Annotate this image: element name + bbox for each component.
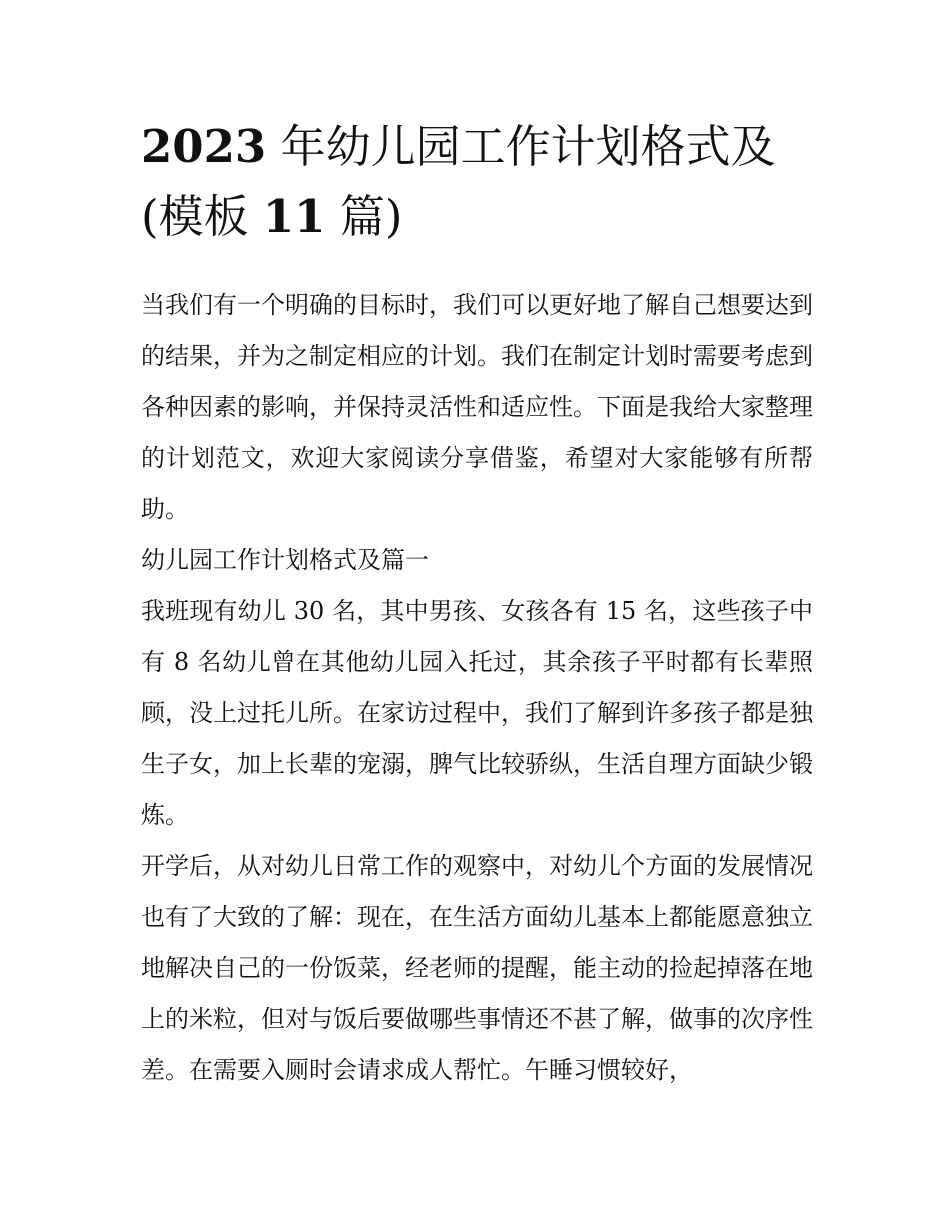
intro-paragraph: 当我们有一个明确的目标时，我们可以更好地了解自己想要达到的结果，并为之制定相应的计划。我们在制定计划时需要考虑到各种因素的影响，并保持灵活性和适应性。下面是我给大家整理的计划范文，欢迎大家阅读分享借鉴，希望对大家能够有所帮助。 <box>141 291 813 523</box>
body-paragraph-2: 开学后，从对幼儿日常工作的观察中，对幼儿个方面的发展情况也有了大致的了解：现在，在生活方面幼儿基本上都能愿意独立地解决自己的一份饭菜，经老师的提醒，能主动的捡起掉落在地上的米粒，但对与饭后要做哪些事情还不甚了解，做事的次序性差。在需要入厕时会请求成人帮忙。午睡习惯较好， <box>141 852 813 1084</box>
section-heading: 幼儿园工作计划格式及篇一 <box>141 546 429 574</box>
title-paren-open: (模板 <box>141 190 249 243</box>
title-count: 11 <box>262 190 326 243</box>
title-year: 2023 <box>141 120 267 173</box>
document-title <box>141 112 813 252</box>
document-content <box>141 112 813 1096</box>
title-paren-close: 篇) <box>339 190 403 243</box>
body-paragraph-1: 我班现有幼儿 30 名，其中男孩、女孩各有 15 名，这些孩子中有 8 名幼儿曾在其他幼儿园入托过，其余孩子平时都有长辈照顾，没上过托儿所。在家访过程中，我们了解到许多孩子都是独生子女，加上长辈的宠溺，脾气比较骄纵，生活自理方面缺少锻炼。 <box>141 597 813 829</box>
title-main: 年幼儿园工作计划格式及 <box>280 120 776 173</box>
